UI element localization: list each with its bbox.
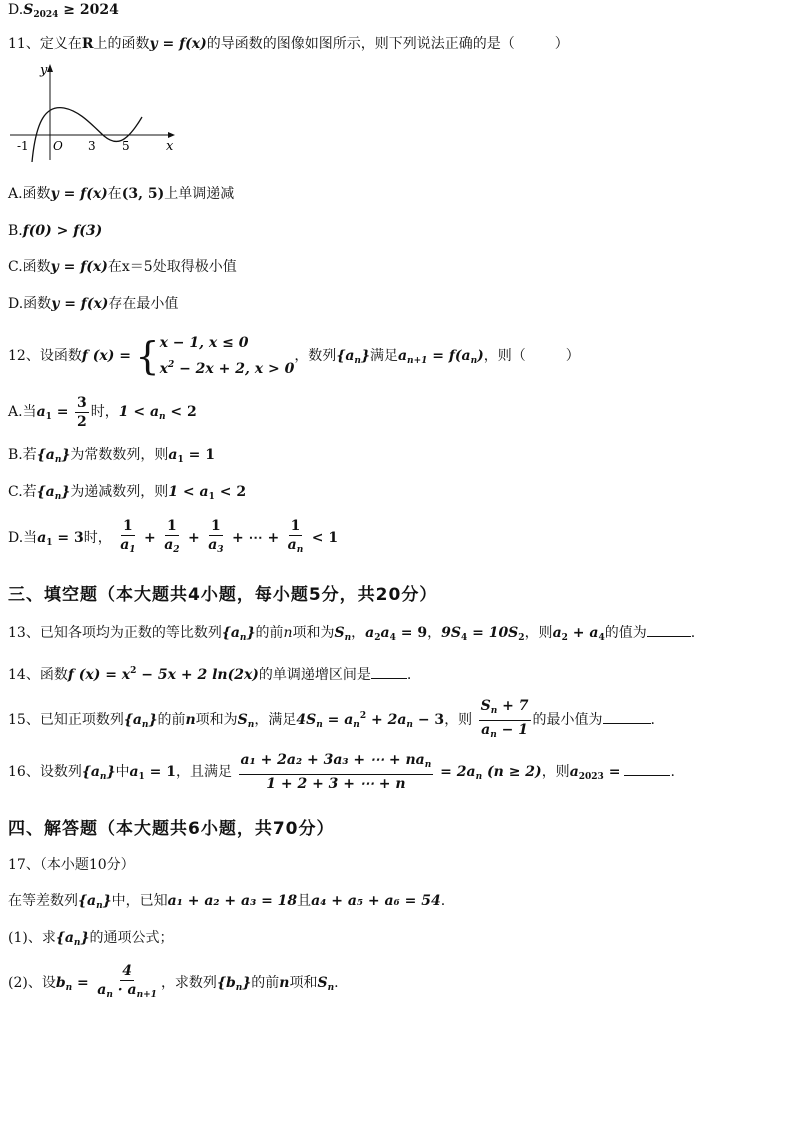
sub: n+1 [407,356,428,366]
math: a [380,625,390,641]
text: 的单调递增区间是 [258,667,371,683]
denominator: 2 [76,413,87,430]
fraction-3-2 [75,394,89,431]
q13 [8,623,695,648]
tick-label-3: 3 [88,139,96,153]
sub: n [406,720,413,730]
sub: n [141,720,149,730]
sup: 2 [167,360,175,370]
text: ，则（ [483,348,526,364]
sub: n [353,720,360,730]
sub: 1 [177,455,184,465]
denominator [95,981,159,1004]
denominator [118,536,137,559]
math: n [283,625,293,641]
math: 1 < a [118,404,160,420]
math: + 7 [497,697,529,714]
sub: n [96,901,103,911]
math: a [365,625,375,641]
math: a₄ + a₅ + a₆ = 54 [311,893,441,909]
sub: n [235,983,243,993]
case-1: x − 1, x ≤ 0 [159,335,249,351]
math: + a [567,625,599,641]
text: 的前 [251,975,280,991]
q12-option-b [8,445,215,470]
sub: n [490,729,497,740]
sup: 2 [130,666,137,676]
piecewise-cases [160,332,295,380]
math: = [603,764,621,780]
denominator [162,536,181,559]
text: 11、定义在 [8,36,82,52]
numerator: 1 [290,518,301,534]
sub: n [239,633,247,643]
sub: n [490,705,498,716]
text: ，且满足 [176,764,233,780]
x-axis-arrow [168,132,175,138]
q12-option-c [8,482,246,507]
math-R: R [81,36,94,52]
sub: 2 [561,633,568,643]
text: D.当 [8,530,38,546]
math: − 5x + 2 ln(2x) [136,667,259,683]
text: ， [427,625,442,641]
q10-option-d [8,0,119,25]
math: a [287,537,297,553]
text: 14、函数 [8,667,68,683]
text: ，则 [444,712,473,728]
section-heading-answer: 四、解答题（本大题共6小题，共70分） [8,819,335,839]
text: . [650,712,655,728]
denominator: 1 + 2 + 3 + ⋯ + n [266,776,406,792]
sub: 1 [138,772,145,782]
sub: 4 [389,633,396,643]
text: . [690,625,696,641]
sub: n [54,492,62,502]
math: f (x) = x [67,667,131,683]
text: 上单调递减 [164,186,235,202]
sub: n [99,772,107,782]
math: } [80,930,90,946]
numerator [239,751,434,775]
text: . [334,975,339,991]
math: = 1 [144,764,177,780]
math: (n ≥ 2) [482,764,542,780]
sub: 2 [173,545,180,555]
math: y = f(x) [51,296,109,312]
math: {a [78,893,97,909]
text: 且 [297,893,312,909]
numerator [479,697,531,721]
text: . [406,667,412,683]
tick-label-neg1: -1 [17,139,29,153]
math: ) [477,348,484,364]
derivative-graph [8,60,183,165]
text: (2)、设 [8,975,56,991]
text: D.函数 [8,296,52,312]
math: S [317,975,328,991]
text: ， [351,625,366,641]
math: y = f(x) [50,259,108,275]
text: 的值为 [604,625,647,641]
math: {a [55,930,74,946]
text: C.若 [8,484,37,500]
x-label: x [166,139,174,154]
denominator [206,536,225,559]
text: ，则 [541,764,570,780]
text: . [440,893,446,909]
math: a [164,537,174,553]
sub: 2023 [578,772,604,782]
y-axis-arrow [47,64,53,72]
sub: n [73,938,81,948]
sub: n [475,772,483,782]
math: = [72,975,89,991]
q11-option-a [8,184,234,204]
text: 13、已知各项均为正数的等比数列 [8,625,222,641]
sub: 1 [129,545,136,555]
math: a [36,404,46,420]
text: 满足 [369,348,398,364]
math: 9S [441,625,461,641]
text: 上的函数 [93,36,150,52]
math: − 2x + 2, x > 0 [174,361,295,377]
text: 项和 [289,975,318,991]
math: a [129,764,139,780]
sub: 1 [46,538,53,548]
text: (1)、求 [8,930,56,946]
numerator: 1 [123,518,133,534]
sub: 4 [598,633,605,643]
math: a [397,348,408,364]
math: = 3 [52,530,84,546]
math: x [159,361,168,377]
math: {b [216,975,236,991]
answer-blank[interactable] [603,711,651,724]
fraction-1-a2 [162,517,181,559]
q17-part1 [8,928,173,953]
section-heading-fill-blank: 三、填空题（本大题共4小题，每小题5分，共20分） [8,585,438,605]
math: a [552,625,562,641]
text: 12、设函数 [8,348,82,364]
text: 的最小值为 [532,712,603,728]
text: B. [8,223,23,239]
sub: n [424,760,432,770]
sub: n [344,633,352,643]
math: S [237,712,248,728]
answer-blank[interactable] [624,763,670,776]
math: } [61,484,71,500]
q11-option-d [8,294,178,314]
math: f(0) > f(3) [22,223,103,239]
dots: + ⋯ + [231,530,280,546]
text: 的通项公式； [89,930,174,946]
answer-blank[interactable] [647,624,691,637]
math: < 1 [311,530,339,546]
math: } [102,893,112,909]
text: 中 [115,764,130,780]
math-fx: y = f(x) [149,36,207,52]
math-s: S [23,2,34,18]
sub: n [54,455,62,465]
sub: n [327,983,335,993]
math: < 2 [165,404,197,420]
math: } [148,712,158,728]
sub: n [470,356,478,366]
q11-stem [8,34,569,54]
sub: 3 [217,545,224,555]
text: 15、已知正项数列 [8,712,124,728]
math: + 2a [366,712,407,728]
math: {a [36,484,55,500]
sub: n [296,545,304,555]
text: ，则 [524,625,553,641]
sub: n [247,720,255,730]
text: 的前 [157,712,186,728]
math: n [185,712,196,728]
math: a [208,537,218,553]
text: 项和为 [292,625,335,641]
math: y = f(x) [50,186,108,202]
brace: { [135,334,160,378]
fraction-sn-an [479,697,531,744]
sub: n [106,990,113,1000]
text: A.函数 [8,186,51,202]
q17-part2 [8,960,339,1011]
text: 项和为 [195,712,238,728]
text: B.若 [8,447,37,463]
text: 的导函数的图像如图所示，则下列说法正确的是（ [206,36,515,52]
math: f (x) = [81,348,131,364]
sub: 2 [518,633,525,643]
sub: 1 [45,412,52,422]
math: S [480,697,491,714]
math: 1 < a [168,484,209,500]
math: a [481,721,491,738]
math: S [334,625,345,641]
sub: n [65,983,73,993]
math: a₁ + a₂ + a₃ = 18 [167,893,298,909]
math: a [37,530,47,546]
math: = 9 [395,625,428,641]
math: a [168,447,178,463]
y-label: y [40,63,48,78]
math: {a [221,625,240,641]
text: 时， [83,530,112,546]
text: C.函数 [8,259,51,275]
math: {a [336,348,355,364]
plus: + [144,530,156,546]
text: 中，已知 [111,893,168,909]
math: = [51,404,69,420]
plus: + [188,530,200,546]
fraction-4-anan1 [95,962,159,1004]
math: n [279,975,290,991]
text: ，求数列 [160,975,217,991]
q11-option-b [8,221,102,241]
math: < 2 [214,484,247,500]
math: } [61,447,71,463]
tick-label-5: 5 [122,139,130,153]
fraction-1-a1 [118,517,137,559]
fraction-1-a3 [206,517,225,559]
answer-blank[interactable] [371,666,407,679]
text: A.当 [8,404,37,420]
fraction-1-an [286,517,306,559]
text: ，数列 [294,348,337,364]
math: a [120,537,130,553]
text: 为常数数列，则 [70,447,169,463]
text: 的前 [255,625,284,641]
text: . [670,764,675,780]
sub: 1 [208,492,215,502]
math: } [106,764,116,780]
text: 在x＝5处取得极小值 [107,259,237,275]
text: ） [565,348,580,364]
sub: n+1 [136,990,157,1000]
q17-title: 17、（本小题10分） [8,857,135,873]
option-letter: D. [8,2,24,18]
math: a₁ + 2a₂ + 3a₃ + ⋯ + na [240,752,425,768]
math: − 1 [496,721,529,738]
text: 在等差数列 [8,893,78,909]
sub: 4 [460,633,468,643]
numerator: 4 [122,963,132,979]
math: − 3 [412,712,445,728]
text: 为递减数列，则 [70,484,169,500]
origin-label: O [53,139,63,153]
text: 16、设数列 [8,764,82,780]
case-2 [160,354,295,380]
sup: 2 [359,711,367,721]
math: = 1 [183,447,215,463]
math: = 2a [435,764,476,780]
math: b [55,975,66,991]
math: {a [123,712,142,728]
text: ，满足 [254,712,297,728]
text: ） [554,36,569,52]
q17-stem [8,891,445,916]
q12-stem [8,332,580,383]
text: 在 [107,186,122,202]
sub: 2 [374,633,381,643]
q15 [8,694,655,747]
sub: n [316,720,323,730]
math: = 10S [467,625,519,641]
text: 时， [90,404,119,420]
math: {a [81,764,100,780]
numerator: 3 [76,394,87,411]
sub: n [354,356,361,366]
math: } [242,975,252,991]
math: {a [36,447,55,463]
math: · a [112,982,137,998]
fraction-weighted-sum [239,751,434,793]
denominator [479,721,530,744]
q11-option-c [8,257,237,277]
math: a [569,764,579,780]
math: 4S [296,712,317,728]
denominator [286,536,306,559]
q16 [8,750,675,799]
math: (3, 5) [121,186,165,202]
math-rest: ≥ 2024 [58,2,119,18]
numerator: 1 [210,518,221,534]
q12-option-d [8,516,338,565]
text: 存在最小值 [108,296,179,312]
math: a [97,982,107,998]
numerator: 1 [167,518,177,534]
sub: n [159,412,166,422]
math: } [360,348,370,364]
math: = f(a [427,348,471,364]
math-sub: 2024 [33,10,59,20]
math: = a [322,712,354,728]
q12-option-a [8,392,197,437]
math: } [246,625,256,641]
q14 [8,661,411,685]
